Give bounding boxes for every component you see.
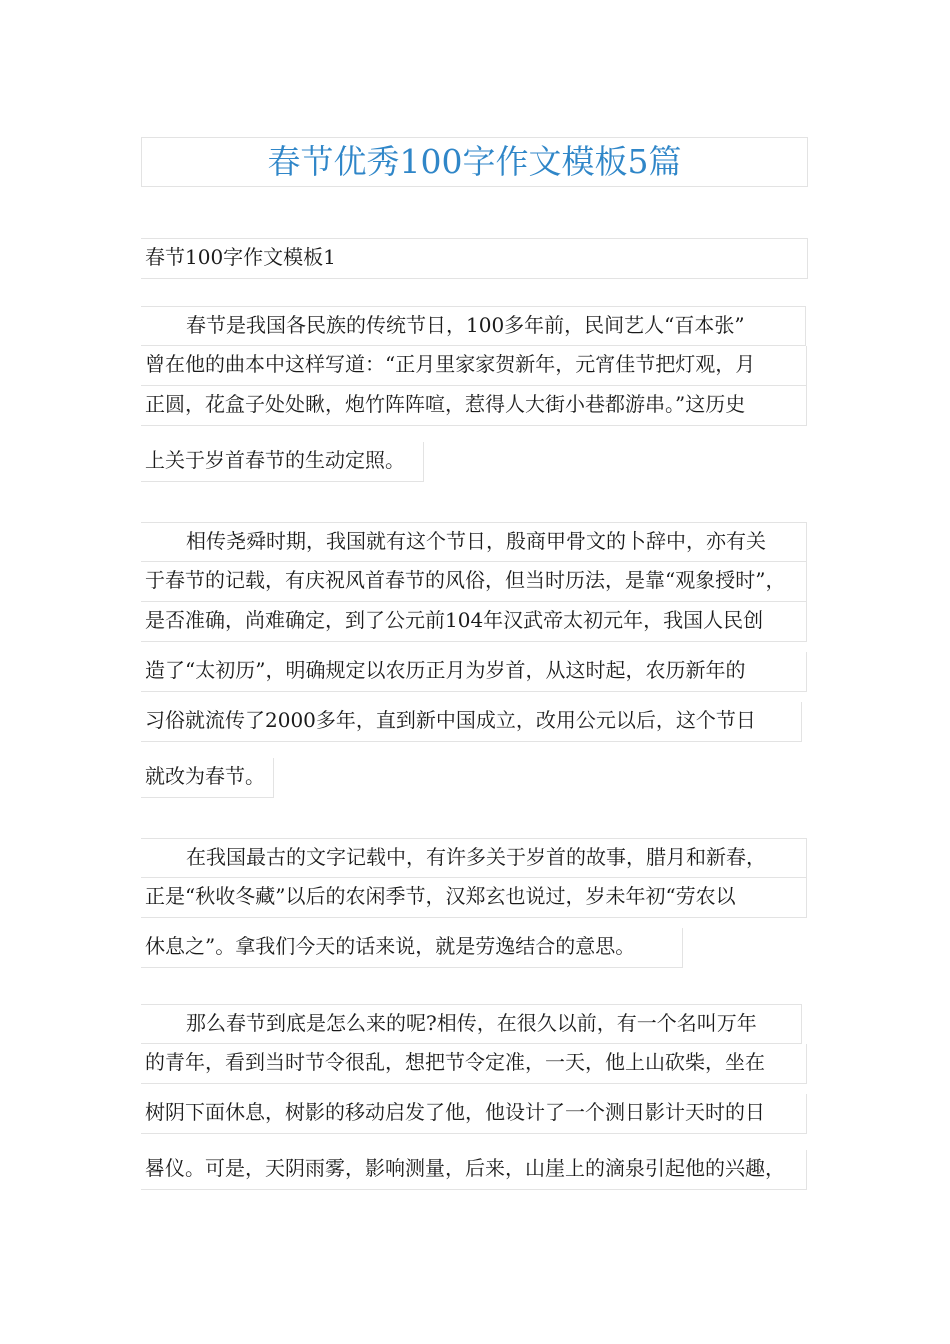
text-line xyxy=(141,758,274,798)
text-line xyxy=(141,1004,802,1044)
text-line-content: 休息之”。拿我们今天的话来说，就是劳逸结合的意思。 xyxy=(145,934,636,958)
text-line xyxy=(141,346,807,386)
text-line-content: 晷仪。可是，天阴雨雾，影响测量，后来，山崖上的滴泉引起他的兴趣， xyxy=(145,1156,785,1180)
text-line-content: 正是“秋收冬藏”以后的农闲季节，汉郑玄也说过，岁未年初“劳农以 xyxy=(145,884,736,908)
text-line xyxy=(141,562,807,602)
text-line-content: 习俗就流传了2000多年，直到新中国成立，改用公元以后，这个节日 xyxy=(145,708,756,732)
text-line xyxy=(141,602,807,642)
text-line-content: 造了“太初历”，明确规定以农历正月为岁首，从这时起，农历新年的 xyxy=(145,658,746,682)
text-line-content: 春节是我国各民族的传统节日，100多年前，民间艺人“百本张” xyxy=(186,313,745,337)
section-heading: 春节100字作文模板1 xyxy=(145,245,336,269)
text-line-content: 上关于岁首春节的生动定照。 xyxy=(145,448,405,472)
text-line xyxy=(141,702,802,742)
text-line xyxy=(141,1094,807,1134)
text-line-content: 曾在他的曲本中这样写道：“正月里家家贺新年，元宵佳节把灯观，月 xyxy=(145,352,756,376)
text-line xyxy=(141,878,807,918)
text-line-content: 那么春节到底是怎么来的呢?相传，在很久以前，有一个名叫万年 xyxy=(186,1011,757,1035)
text-line xyxy=(141,652,807,692)
text-line-content: 就改为春节。 xyxy=(145,764,265,788)
document-title: 春节优秀100字作文模板5篇 xyxy=(267,142,682,181)
text-line xyxy=(141,928,683,968)
text-line xyxy=(141,1150,807,1190)
text-line-content: 于春节的记载，有庆祝风首春节的风俗，但当时历法，是靠“观象授时”， xyxy=(145,568,786,592)
text-line xyxy=(141,1044,807,1084)
section-heading-box xyxy=(141,238,808,279)
text-line-content: 在我国最古的文字记载中，有许多关于岁首的故事，腊月和新春， xyxy=(186,845,766,869)
text-line-content: 正圆，花盒子处处瞅，炮竹阵阵喧，惹得人大街小巷都游串。”这历史 xyxy=(145,392,746,416)
text-line xyxy=(141,442,424,482)
document-title-box xyxy=(141,137,808,187)
text-line xyxy=(141,522,807,562)
text-line xyxy=(141,838,807,878)
text-line xyxy=(141,306,806,346)
text-line-content: 相传尧舜时期，我国就有这个节日，殷商甲骨文的卜辞中，亦有关 xyxy=(186,529,766,553)
text-line-content: 树阴下面休息，树影的移动启发了他，他设计了一个测日影计天时的日 xyxy=(145,1100,765,1124)
text-line xyxy=(141,386,807,426)
text-line-content: 是否准确，尚难确定，到了公元前104年汉武帝太初元年，我国人民创 xyxy=(145,608,764,632)
text-line-content: 的青年，看到当时节令很乱，想把节令定准，一天，他上山砍柴，坐在 xyxy=(145,1050,765,1074)
